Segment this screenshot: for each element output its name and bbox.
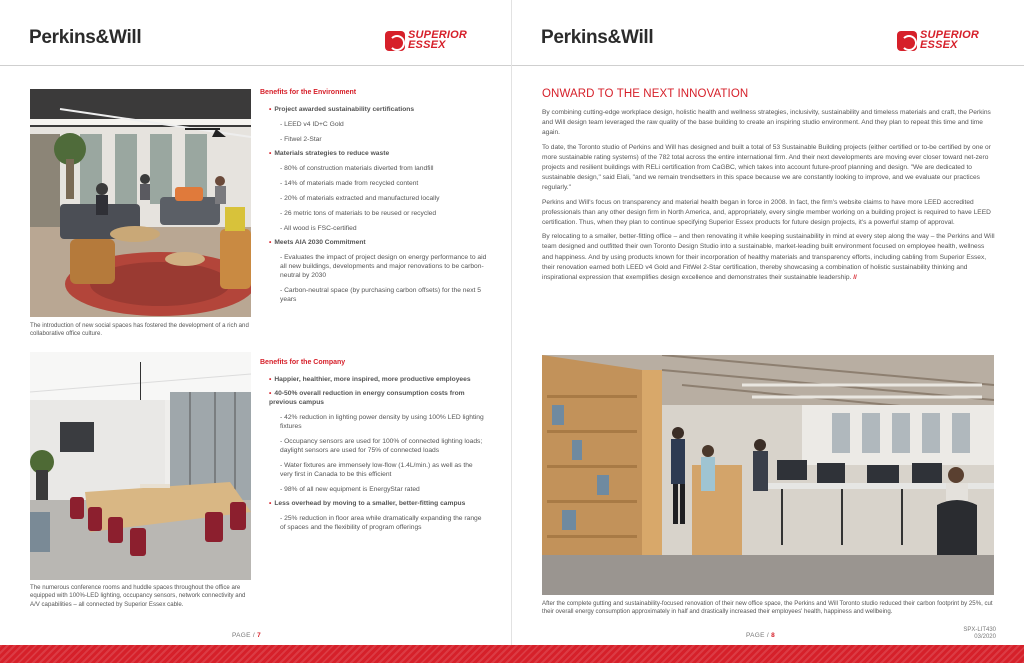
page-label: PAGE /: [746, 632, 769, 639]
list-subitem: - 25% reduction in floor area while dramatically expanding the range of spaces and the flexibility of program offerings: [269, 514, 487, 532]
lounge-photo: [30, 89, 251, 317]
conference-room-photo-caption: The numerous conference rooms and huddle spaces throughout the office are equipped with 100%-LED lighting, occupancy sensors, network connectivity and A/V capabilities – all connected by Superior Essex cable.: [30, 584, 246, 608]
article-title: ONWARD TO THE NEXT INNOVATION: [542, 88, 749, 100]
page-label: PAGE /: [232, 632, 255, 639]
paragraph: [542, 232, 995, 283]
page-number-7: [232, 632, 261, 639]
list-subitem: - LEED v4 ID+C Gold: [269, 120, 487, 129]
list-item: • 40-50% overall reduction in energy consumption costs from previous campus: [269, 389, 487, 407]
superior-essex-mark-icon: [385, 31, 405, 51]
logo-word-superior: SUPERIOR: [920, 29, 980, 41]
list-subitem: - 80% of construction materials diverted from landfill: [269, 164, 487, 173]
list-item: • Happier, healthier, more inspired, more productive employees: [269, 375, 487, 384]
page-header: [0, 0, 512, 66]
list-subitem: - Fitwel 2-Star: [269, 135, 487, 144]
company-benefits-heading: Benefits for the Company: [260, 359, 346, 366]
superior-essex-mark-icon: [897, 31, 917, 51]
list-item: • Materials strategies to reduce waste: [269, 149, 487, 158]
paragraph: Perkins and Will's focus on transparency and material health began in force in 2008. In fact, the firm's website claims to have more LEED accredited professionals than any other design firm in North America, and, appropriately, every single member working on a building project is required to have LEED certification. Thus, when they plan to continue specifying Superior Essex products for future design projects, it's a powerful stamp of approval.: [542, 198, 991, 227]
list-subitem: - 42% reduction in lighting power density by using 100% LED lighting fixtures: [269, 413, 487, 431]
page-number: 8: [771, 632, 776, 639]
superior-essex-logo: [385, 30, 485, 52]
logo-word-essex: ESSEX: [920, 39, 958, 51]
list-subitem: - 14% of materials made from recycled content: [269, 179, 487, 188]
list-subitem: - Occupancy sensors are used for 100% of connected lighting loads; daylight sensors are used for 75% of connected loads: [269, 437, 487, 455]
article-body: [542, 108, 995, 287]
list-subitem: - Water fixtures are immensely low-flow (1.4L/min.) as well as the very first in Canada to be this efficient: [269, 461, 487, 479]
list-subitem: - 20% of materials extracted and manufactured locally: [269, 194, 487, 203]
page-8: [512, 0, 1024, 663]
list-subitem: - 98% of all new equipment is EnergyStar rated: [269, 485, 487, 494]
paragraph-text: By relocating to a smaller, better-fitting office – and then renovating it while keeping sustainability in mind at every step along the way – the Perkins and Will team designed and outfitted their own Toronto Design Studio into a sustainable, market-leading built environment focused on employee health, wellness and happiness. And by using products known for their incorporation of healthy materials and transparency efforts, including cabling from Superior Essex, their renovation earned both LEED v4 Gold and FitWel 2-Star certification, thereby showcasing a combination of holistic sustainability thinking and inspirational expression that exemplifies design excellence and demonstrates their sustainable leadership.: [542, 233, 995, 282]
end-mark: //: [853, 274, 857, 282]
perkins-will-logo: Perkins&Will: [541, 27, 654, 48]
list-item: • Less overhead by moving to a smaller, better-fitting campus: [269, 499, 487, 508]
list-subitem: - 26 metric tons of materials to be reused or recycled: [269, 209, 487, 218]
superior-essex-logo: [897, 30, 997, 52]
footer-stripe-bar: [0, 645, 1024, 663]
list-item: • Project awarded sustainability certifications: [269, 105, 487, 114]
list-subitem: - Evaluates the impact of project design on energy performance to aid all new buildings, developments and major renovations to be carbon-neutral by 2030: [269, 253, 487, 280]
page-number-8: [746, 632, 775, 639]
conference-room-photo: [30, 352, 251, 580]
paragraph: By combining cutting-edge workplace design, holistic health and wellness strategies, inclusivity, sustainability and timeless materials and craft, the Perkins and Will design team leveraged the raw quality of the base building to create an inspiring studio environment. And they plan to repeat this time and time again.: [542, 109, 991, 137]
document-code: SPX-LIT430: [963, 627, 996, 633]
list-subitem: - Carbon-neutral space (by purchasing carbon offsets) for the next 5 years: [269, 286, 487, 304]
page-number: 7: [257, 632, 262, 639]
lounge-photo-caption: The introduction of new social spaces has fostered the development of a rich and collaborative office culture.: [30, 322, 249, 338]
page-header: [512, 0, 1024, 66]
list-item: • Meets AIA 2030 Commitment: [269, 238, 487, 247]
list-subitem: - All wood is FSC-certified: [269, 224, 487, 233]
paragraph: To date, the Toronto studio of Perkins and Will has designed and built a total of 53 Sustainable Building projects (either certified or to-be certified by one or more sustainable rating systems) of the 782 total across the entire international firm. And their next developments are moving ever closer toward net-zero projects and resilient buildings with RELi certification from CaGBC, which takes into account future-proof planning and design. "We are dedicated to sustainable design," said Elali, "and we remain trendsetters in this space because we are constantly looking to improve, and we evaluate our practices regularly.": [542, 143, 991, 192]
environment-benefits-heading: Benefits for the Environment: [260, 89, 357, 96]
logo-word-superior: SUPERIOR: [408, 29, 468, 41]
perkins-will-logo: Perkins&Will: [29, 27, 142, 48]
company-benefits-list: [269, 370, 487, 532]
logo-word-essex: ESSEX: [408, 39, 446, 51]
studio-photo-caption: After the complete gutting and sustainability-focused renovation of their new office space, the Perkins and Will Toronto studio reduced their carbon footprint by 25%, cut their overall energy consumption approximately in half and drastically increased their employees' health, happiness and wellbeing.: [542, 600, 993, 616]
document-date: 03/2020: [974, 634, 996, 640]
studio-photo: [542, 355, 994, 595]
environment-benefits-list: [269, 100, 487, 304]
document-id: [963, 627, 996, 641]
